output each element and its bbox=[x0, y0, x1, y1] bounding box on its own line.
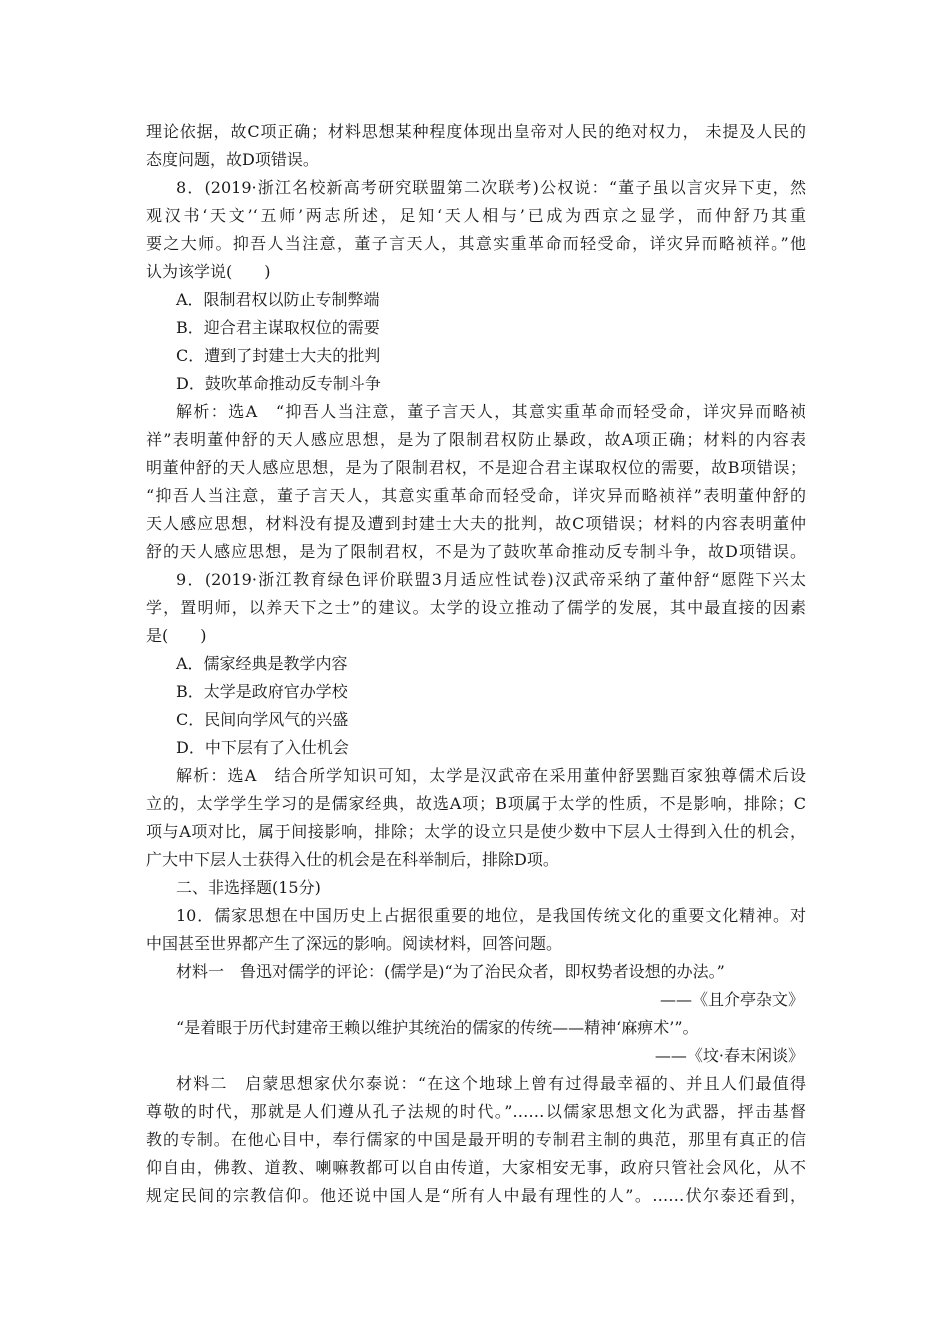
text-line: 学，置明师，以养天下之士”的建议。太学的设立推动了儒学的发展，其中最直接的因素 bbox=[146, 598, 806, 617]
text-line: 是( ) bbox=[146, 626, 207, 645]
text-line: ——《坟·春末闲谈》 bbox=[654, 1046, 804, 1065]
text-line: C．遭到了封建士大夫的批判 bbox=[176, 346, 381, 365]
text-line: A．儒家经典是教学内容 bbox=[176, 654, 348, 673]
text-line: 10．儒家思想在中国历史上占据很重要的地位，是我国传统文化的重要文化精神。对 bbox=[176, 906, 806, 925]
text-line: C．民间向学风气的兴盛 bbox=[176, 710, 349, 729]
text-line: “是着眼于历代封建帝王赖以维护其统治的儒家的传统——精神‘麻痹术’”。 bbox=[176, 1018, 699, 1037]
text-line: B．迎合君主谋取权位的需要 bbox=[176, 318, 380, 337]
text-line: 要之大师。抑吾人当注意，董子言天人，其意实重革命而轻受命，详灾异而略祯祥。”他 bbox=[146, 234, 806, 253]
text-line: 态度问题，故D项错误。 bbox=[146, 150, 319, 169]
text-line: D．鼓吹革命推动反专制斗争 bbox=[176, 374, 381, 393]
text-line: 理论依据，故C项正确；材料思想某种程度体现出皇帝对人民的绝对权力， 未提及人民的 bbox=[146, 122, 806, 141]
text-line: 解析：选A “抑吾人当注意，董子言天人，其意实重革命而轻受命，详灾异而略祯 bbox=[176, 402, 806, 421]
text-line: 仰自由，佛教、道教、喇嘛教都可以自由传道，大家相安无事，政府只管社会风化，从不 bbox=[146, 1158, 806, 1177]
text-line: 材料二 启蒙思想家伏尔泰说：“在这个地球上曾有过得最幸福的、并且人们最值得 bbox=[176, 1074, 806, 1093]
text-line: 规定民间的宗教信仰。他还说中国人是“所有人中最有理性的人”。……伏尔泰还看到， bbox=[146, 1186, 806, 1205]
text-line: 尊敬的时代，那就是人们遵从孔子法规的时代。”……以儒家思想文化为武器，抨击基督 bbox=[146, 1102, 806, 1121]
text-line: 项与A项对比，属于间接影响，排除；太学的设立只是使少数中下层人士得到入仕的机会， bbox=[146, 822, 806, 841]
text-line: 观汉书‘天文’‘五师’两志所述，足知‘天人相与’已成为西京之显学，而仲舒乃其重 bbox=[146, 206, 806, 225]
text-line: 二、非选择题(15分) bbox=[176, 878, 321, 897]
text-line: 立的，太学学生学习的是儒家经典，故选A项；B项属于太学的性质，不是影响，排除；C bbox=[146, 794, 806, 813]
text-line: 中国甚至世界都产生了深远的影响。阅读材料，回答问题。 bbox=[146, 934, 563, 953]
text-line: 明董仲舒的天人感应思想，是为了限制君权，不是迎合君主谋取权位的需要，故B项错误； bbox=[146, 458, 806, 477]
text-line: A．限制君权以防止专制弊端 bbox=[176, 290, 380, 309]
text-line: 祥”表明董仲舒的天人感应思想，是为了限制君权防止暴政，故A项正确；材料的内容表 bbox=[146, 430, 806, 449]
text-line: B．太学是政府官办学校 bbox=[176, 682, 348, 701]
text-line: 8．(2019·浙江名校新高考研究联盟第二次联考)公权说：“董子虽以言灾异下吏，然 bbox=[176, 178, 806, 197]
text-line: 天人感应思想，材料没有提及遭到封建士大夫的批判，故C项错误；材料的内容表明董仲 bbox=[146, 514, 806, 533]
text-line: 舒的天人感应思想，是为了限制君权，不是为了鼓吹革命推动反专制斗争，故D项错误。 bbox=[146, 542, 806, 561]
text-line: 9．(2019·浙江教育绿色评价联盟3月适应性试卷)汉武帝采纳了董仲舒“愿陛下兴太 bbox=[176, 570, 806, 589]
text-line: 教的专制。在他心目中，奉行儒家的中国是最开明的专制君主制的典范，那里有真正的信 bbox=[146, 1130, 806, 1149]
text-line: 材料一 鲁迅对儒学的评论：(儒学是)“为了治民众者，即权势者设想的办法。” bbox=[176, 962, 725, 981]
text-line: “抑吾人当注意，董子言天人，其意实重革命而轻受命，详灾异而略祯祥”表明董仲舒的 bbox=[146, 486, 806, 505]
text-line: 认为该学说( ) bbox=[146, 262, 271, 281]
text-line: D．中下层有了入仕机会 bbox=[176, 738, 349, 757]
document-body bbox=[146, 118, 806, 1210]
text-line: 解析：选A 结合所学知识可知，太学是汉武帝在采用董仲舒罢黜百家独尊儒术后设 bbox=[176, 766, 806, 785]
text-line: 广大中下层人士获得入仕的机会是在科举制后，排除D项。 bbox=[146, 850, 559, 869]
text-line: ——《且介亭杂文》 bbox=[659, 990, 804, 1009]
